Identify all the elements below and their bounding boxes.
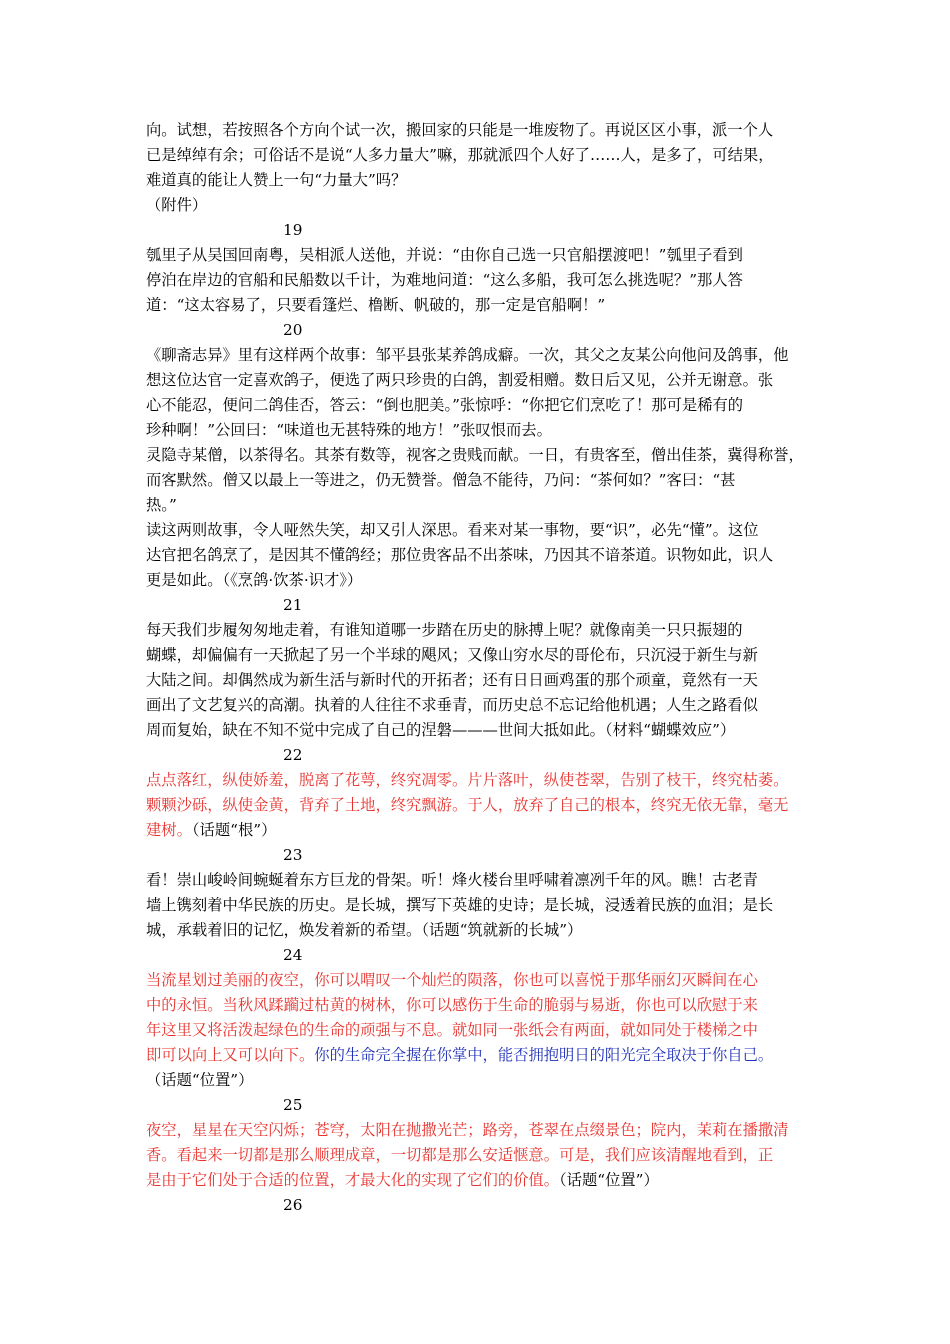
text-segment: 达官把名鸽烹了，是因其不懂鸽经；那位贵客品不出茶味，乃因其不谙茶道。识物如此，识人 [146,546,774,564]
text-segment: 23 [283,846,303,864]
paragraph-line [146,1068,810,1093]
text-segment: 蝴蝶，却偏偏有一天掀起了另一个半球的飓风；又像山穷水尽的哥伦布，只沉浸于新生与新 [146,646,758,664]
text-segment: 即可以向上又可以向下。 [146,1046,315,1064]
paragraph-line [146,1168,810,1193]
section-number [146,1093,810,1118]
text-segment: 大陆之间。却偶然成为新生活与新时代的开拓者；还有日日画鸡蛋的那个顽童，竟然有一天 [146,671,758,689]
text-segment: 22 [283,746,303,764]
text-segment: 香。看起来一切都是那么顺理成章，一切都是那么安适惬意。可是，我们应该清醒地看到，正 [146,1146,774,1164]
paragraph-line [146,368,810,393]
paragraph-line [146,168,810,193]
text-segment: 停泊在岸边的官船和民船数以千计，为难地问道：“这么多船，我可怎么挑选呢？”那人答 [146,271,743,289]
text-segment: 热。” [146,496,177,514]
text-segment: 夜空，星星在天空闪烁；苍穹，太阳在抛撒光芒；路旁，苍翠在点缀景色；院内，茉莉在播撒清 [146,1121,789,1139]
text-segment: 已是绰绰有余；可俗话不是说“人多力量大”嘛，那就派四个人好了……人，是多了，可结果， [146,146,774,164]
text-segment: 画出了文艺复兴的高潮。执着的人往往不求垂青，而历史总不忘记给他机遇；人生之路看似 [146,696,758,714]
paragraph-line [146,468,810,493]
text-segment: 21 [283,596,303,614]
text-segment: （话题“位置”） [146,1071,254,1089]
text-segment: 当流星划过美丽的夜空，你可以喟叹一个灿烂的陨落，你也可以喜悦于那华丽幻灭瞬间在心 [146,971,758,989]
text-segment: 心不能忍，便问二鸽佳否，答云：“倒也肥美。”张惊呼：“你把它们烹吃了！那可是稀有的 [146,396,744,414]
text-segment: 中的永恒。当秋风蹂躏过枯黄的树林，你可以感伤于生命的脆弱与易逝，你也可以欣慰于来 [146,996,758,1014]
text-segment: 读这两则故事，令人哑然失笑，却又引人深思。看来对某一事物，要“识”，必先“懂”。这位 [146,521,759,539]
text-segment: 灵隐寺某僧，以茶得名。其茶有数等，视客之贵贱而献。一日，有贵客至，僧出佳茶，冀得称誉， [146,446,804,464]
section-number [146,1193,810,1218]
paragraph-line [146,793,810,818]
text-segment: 每天我们步履匆匆地走着，有谁知道哪一步踏在历史的脉搏上呢？就像南美一只只振翅的 [146,621,743,639]
text-segment: 而客默然。僧又以最上一等进之，仍无赞誉。僧急不能待，乃问：“茶何如？”客曰：“甚 [146,471,736,489]
text-segment: 看！崇山峻岭间蜿蜒着东方巨龙的骨架。听！烽火楼台里呼啸着凛冽千年的风。瞧！古老青 [146,871,758,889]
text-segment: 是由于它们处于合适的位置，才最大化的实现了它们的价值。 [146,1171,560,1189]
paragraph-line [146,1043,810,1068]
section-number [146,318,810,343]
text-segment: 颗颗沙砾，纵使金黄，背弃了土地，终究飘游。于人，放弃了自己的根本，终究无依无靠，毫无 [146,796,789,814]
paragraph-line [146,293,810,318]
text-segment: 20 [283,321,303,339]
paragraph-line [146,518,810,543]
paragraph-line [146,768,810,793]
text-segment: 珍种啊！”公回曰：“味道也无甚特殊的地方！”张叹恨而去。 [146,421,552,439]
paragraph-line [146,193,810,218]
paragraph-line [146,493,810,518]
text-segment: 周而复始，缺在不知不觉中完成了自己的涅磐———世间大抵如此。（材料“蝴蝶效应”） [146,721,736,739]
paragraph-line [146,918,810,943]
paragraph-line [146,818,810,843]
text-segment: 瓠里子从吴国回南粤，吴相派人送他，并说：“由你自己选一只官船摆渡吧！”瓠里子看到 [146,246,743,264]
paragraph-line [146,718,810,743]
paragraph-line [146,868,810,893]
text-segment: 建树。 [146,821,192,839]
paragraph-line [146,268,810,293]
section-number [146,743,810,768]
text-segment: 道：“这太容易了，只要看篷烂、橹断、帆破的，那一定是官船啊！” [146,296,606,314]
paragraph-line [146,118,810,143]
section-number [146,218,810,243]
paragraph-line [146,693,810,718]
paragraph-line [146,893,810,918]
text-segment: 向。试想，若按照各个方向个试一次，搬回家的只能是一堆废物了。再说区区小事，派一个人 [146,121,774,139]
paragraph-line [146,568,810,593]
text-segment: 点点落红，纵使娇羞，脱离了花萼，终究凋零。片片落叶，纵使苍翠，告别了枝干，终究枯萎。 [146,771,789,789]
paragraph-line [146,668,810,693]
paragraph-line [146,1118,810,1143]
paragraph-line [146,1018,810,1043]
section-number [146,843,810,868]
text-segment: 26 [283,1196,303,1214]
paragraph-line [146,543,810,568]
paragraph-line [146,993,810,1018]
text-segment: （附件） [146,196,208,214]
paragraph-line [146,618,810,643]
text-segment: （话题“根”） [191,821,277,839]
text-segment: 墙上镌刻着中华民族的历史。是长城，撰写下英雄的史诗；是长城，浸透着民族的血泪；是长 [146,896,774,914]
text-segment: 更是如此。（《烹鸽·饮茶·识才》） [146,571,363,589]
text-segment: 24 [283,946,303,964]
text-segment: 年这里又将活泼起绿色的生命的顽强与不息。就如同一张纸会有两面，就如同处于楼梯之中 [146,1021,758,1039]
section-number [146,593,810,618]
paragraph-line [146,418,810,443]
paragraph-line [146,343,810,368]
text-segment: 19 [283,221,303,239]
paragraph-line [146,968,810,993]
text-segment: （话题“位置”） [559,1171,659,1189]
paragraph-line [146,1143,810,1168]
text-segment: 25 [283,1096,303,1114]
paragraph-line [146,243,810,268]
paragraph-line [146,393,810,418]
text-segment: 想这位达官一定喜欢鸽子，便选了两只珍贵的白鸽，割爱相赠。数日后又见，公并无谢意。张 [146,371,774,389]
text-segment: 城，承载着旧的记忆，焕发着新的希望。（话题“筑就新的长城”） [146,921,583,939]
text-segment: 你的生命完全握在你掌中，能否拥抱明日的阳光完全取决于你自己。 [314,1046,774,1064]
section-number [146,943,810,968]
paragraph-line [146,143,810,168]
paragraph-line [146,643,810,668]
text-segment: 《聊斋志异》里有这样两个故事：邹平县张某养鸽成癖。一次，其父之友某公向他问及鸽事，他 [146,346,789,364]
text-segment: 难道真的能让人赞上一句“力量大”吗？ [146,171,407,189]
paragraph-line [146,443,810,468]
document-page [146,118,810,1218]
